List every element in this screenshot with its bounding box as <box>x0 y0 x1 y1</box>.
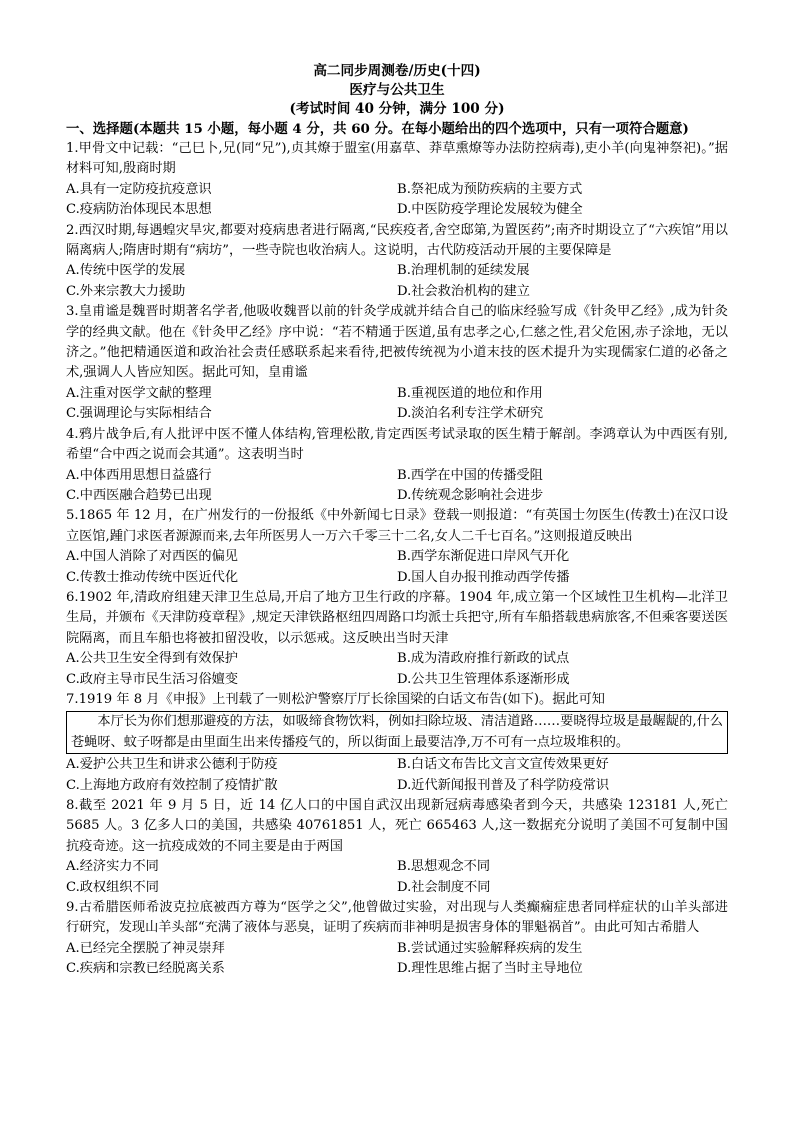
option-c: C.传教士推动传统中医近代化 <box>66 569 239 585</box>
option-a: A.爱护公共卫生和讲求公德利于防疫 <box>66 757 278 773</box>
option-a: A.中体西用思想日益盛行 <box>66 467 212 483</box>
question-stem: 6.1902 年,清政府组建天津卫生总局,开启了地方卫生行政的序幕。1904 年,成立第一个区域性卫生机构—北洋卫生局，并颁布《天津防疫章程》,规定天津铁路枢纽四周路口均派士兵把守,所有车船搭载患病旅客,不但乘客要送医院隔离，而且车船也将被扣留没收，以示惩戒。这反映出当时天津 <box>66 589 728 646</box>
option-c: C.政权组织不同 <box>66 879 159 895</box>
option-c: C.上海地方政府有效控制了疫情扩散 <box>66 777 278 793</box>
question-stem: 8.截至 2021 年 9 月 5 日，近 14 亿人口的中国自武汉出现新冠病毒感染者到今天，共感染 123181 人,死亡 5685 人。3 亿多人口的美国，共感染 40761851 人，死亡 665463 人,这一数据充分说明了美国不可复制中国抗疫奇迹。这一抗疫成效的不同主要是由于两国 <box>66 798 728 854</box>
option-d: D.社会救治机构的建立 <box>397 283 530 299</box>
option-a: A.传统中医学的发展 <box>66 263 186 279</box>
option-list <box>66 755 728 796</box>
question-stem: 7.1919 年 8 月《申报》上刊载了一则松沪警察厅厅长徐国梁的白话文布告(如下)。据此可知 <box>66 691 605 707</box>
option-c: C.政府主导市民生活习俗嬗变 <box>66 671 239 687</box>
question-stem: 5.1865 年 12 月，在广州发行的一份报纸《中外新闻七日录》登载一则报道：“有英国士勿医生(传教士)在汉口设立医馆,踵门求医者源源而来,去年所医男人一万六千零三十二名,女人二千七百名。”这则报道反映出 <box>66 508 728 544</box>
option-c: C.强调理论与实际相结合 <box>66 406 212 422</box>
option-a: A.已经完全摆脱了神灵崇拜 <box>66 940 225 956</box>
option-list <box>66 384 728 425</box>
option-d: D.理性思维占据了当时主导地位 <box>397 961 583 977</box>
option-a: A.中国人消除了对西医的偏见 <box>66 549 238 565</box>
option-list <box>66 939 728 980</box>
question-8 <box>66 796 728 898</box>
option-list <box>66 261 728 302</box>
question-7 <box>66 690 728 796</box>
question-4 <box>66 425 728 507</box>
option-b: B.白话文布告比文言文宣传效果更好 <box>397 757 609 773</box>
option-a: A.经济实力不同 <box>66 859 159 875</box>
option-b: B.祭祀成为预防疾病的主要方式 <box>397 181 583 197</box>
section-heading: 一、选择题(本题共 15 小题，每小题 4 分，共 60 分。在每小题给出的四个选项中，只有一项符合题意) <box>66 121 689 137</box>
option-b: B.思想观念不同 <box>397 859 491 875</box>
option-a: A.注重对医学文献的整理 <box>66 385 212 401</box>
question-stem: 3.皇甫谧是魏晋时期著名学者,他吸收魏晋以前的针灸学成就并结合自己的临床经验写成《针灸甲乙经》,成为针灸学的经典文献。他在《针灸甲乙经》序中说：“若不精通于医道,虽有忠孝之心,仁慈之性,君父危困,赤子涂地，无以济之。”他把精通医道和政治社会责任感联系起来看待,把被传统视为小道末技的医术提升为实现儒家仁道的必备之术,强调人人皆应知医。据此可知，皇甫谧 <box>66 304 728 381</box>
option-b: B.尝试通过实验解释疾病的发生 <box>397 940 583 956</box>
question-stem: 1.甲骨文中记载：“己巳卜,兄(同“兄”),贞其燎于盟室(用嘉草、莽草熏燎等办法防控病毒),吏小羊(向鬼神祭祀)。”据材料可知,殷商时期 <box>66 141 728 177</box>
exam-subtitle: 医疗与公共卫生 <box>349 82 445 98</box>
option-b: B.重视医道的地位和作用 <box>397 385 543 401</box>
question-9 <box>66 898 728 980</box>
option-list <box>66 180 728 221</box>
option-c: C.疾病和宗教已经脱离关系 <box>66 961 225 977</box>
question-3 <box>66 302 728 424</box>
option-b: B.治理机制的延续发展 <box>397 263 530 279</box>
option-c: C.外来宗教大力援助 <box>66 283 186 299</box>
question-6 <box>66 588 728 690</box>
question-stem: 4.鸦片战争后,有人批评中医不懂人体结构,管理松散,肯定西医考试录取的医生精于解剖。李鸿章认为中西医有别,希望“合中西之说而会其通”。这表明当时 <box>66 426 728 463</box>
option-list <box>66 857 728 898</box>
question-5 <box>66 506 728 588</box>
question-stem: 2.西汉时期,每遇蝗灾旱灾,都要对疫病患者进行隔离,“民疾疫者,舍空邸第,为置医药”;南齐时期设立了“六疾馆”用以隔离病人;隋唐时期有“病坊”，一些寺院也收治病人。这说明，古代防疫活动开展的主要保障是 <box>66 222 728 259</box>
exam-page <box>66 62 728 980</box>
option-b: B.西学在中国的传播受阻 <box>397 467 543 483</box>
option-list <box>66 547 728 588</box>
option-a: A.公共卫生安全得到有效保护 <box>66 651 238 667</box>
option-list <box>66 649 728 690</box>
option-d: D.淡泊名利专注学术研究 <box>397 406 544 422</box>
question-2 <box>66 221 728 303</box>
question-1 <box>66 139 728 221</box>
option-list <box>66 466 728 507</box>
option-d: D.社会制度不同 <box>397 879 491 895</box>
exam-info: (考试时间 40 分钟，满分 100 分) <box>289 101 505 117</box>
quoted-notice-box: 本厅长为你们想那避疫的方法，如吸缔食物饮料，例如扫除垃圾、清洁道路……要晓得垃圾是最龌龊的,什么苍蝇呀、蚊子呀都是由里面生出来传播疫气的，所以街面上最要洁净,万不可有一点垃圾堆积的。 <box>66 711 728 754</box>
option-c: C.疫病防治体现民本思想 <box>66 202 212 218</box>
option-b: B.成为清政府推行新政的试点 <box>397 651 570 667</box>
option-a: A.具有一定防疫抗疫意识 <box>66 181 212 197</box>
exam-title: 高二同步周测卷/历史(十四) <box>313 63 481 79</box>
question-list <box>66 139 728 980</box>
option-c: C.中西医融合趋势已出现 <box>66 487 212 503</box>
option-d: D.公共卫生管理体系逐渐形成 <box>397 671 570 687</box>
option-d: D.中医防疫学理论发展较为健全 <box>397 202 583 218</box>
option-d: D.国人自办报刊推动西学传播 <box>397 569 570 585</box>
option-d: D.近代新闻报刊普及了科学防疫常识 <box>397 777 610 793</box>
option-d: D.传统观念影响社会进步 <box>397 487 544 503</box>
option-b: B.西学东渐促进口岸风气开化 <box>397 549 570 565</box>
question-stem: 9.古希腊医师希波克拉底被西方尊为“医学之父”,他曾做过实验，对出现与人类癫痫症患者同样症状的山羊头部进行研究，发现山羊头部“充满了液体与恶臭，证明了疾病而非神明是损害身体的罪魁祸首”。由此可知古希腊人 <box>66 900 728 936</box>
